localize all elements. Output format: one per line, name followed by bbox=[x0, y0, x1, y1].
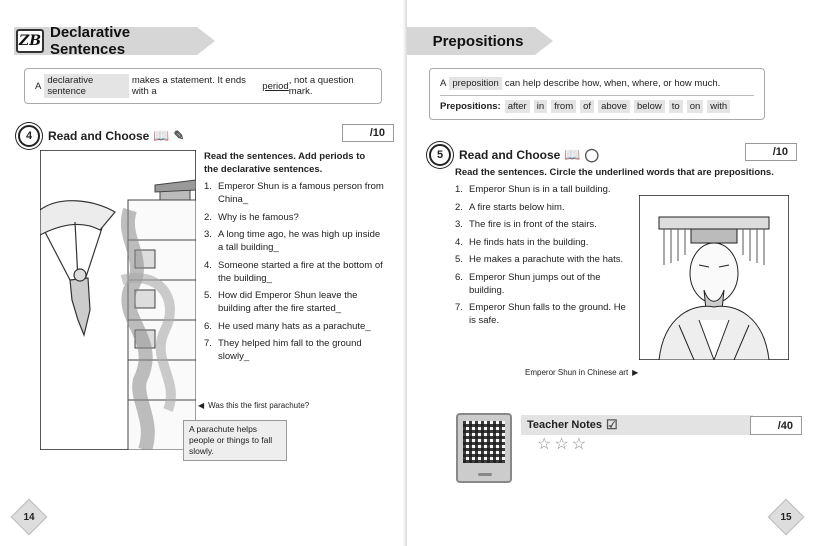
qr-phone[interactable] bbox=[456, 413, 512, 483]
star-icon[interactable]: ☆ bbox=[554, 436, 572, 453]
question-list bbox=[204, 180, 384, 368]
pointer-right-icon: ▶ bbox=[632, 368, 639, 377]
exercise-instruction: Read the sentences. Add periods to the declarative sentences. bbox=[204, 151, 366, 175]
page-title: Prepositions bbox=[432, 32, 524, 50]
page-number: 14 bbox=[12, 500, 46, 534]
list-item[interactable]: 5. He makes a parachute with the hats. bbox=[455, 254, 624, 265]
section-header-ribbon bbox=[407, 27, 535, 55]
word-chip: with bbox=[707, 100, 730, 113]
score-box[interactable]: /10 bbox=[745, 143, 797, 161]
phone-home-bar bbox=[478, 473, 492, 476]
list-item[interactable]: 7. Emperor Shun falls to the ground. He is safe. bbox=[455, 302, 626, 326]
list-item[interactable]: 6. Emperor Shun jumps out of the building. bbox=[455, 271, 601, 296]
list-item[interactable]: 3. A long time ago, he was high up inside a tall building_ bbox=[204, 229, 381, 253]
page-number: 15 bbox=[769, 500, 803, 534]
exercise-title: Read and Choose bbox=[459, 148, 561, 162]
definition-box: A preposition can help describe how, when, where, or how much. Prepositions: after in from of above below to on with bbox=[429, 68, 765, 120]
prepositions-label: Prepositions: bbox=[440, 101, 501, 112]
word-chip: below bbox=[634, 100, 665, 113]
exercise-number: 4 bbox=[18, 125, 40, 147]
left-page bbox=[0, 0, 406, 546]
definition-caption: A parachute helps people or things to fall slowly. bbox=[183, 420, 287, 461]
exercise-title: Read and Choose bbox=[48, 129, 150, 143]
score-box[interactable]: /10 bbox=[342, 124, 394, 142]
emperor-portrait-illustration bbox=[639, 195, 789, 360]
section-header-ribbon bbox=[14, 24, 197, 58]
book-icon: 📖 bbox=[153, 128, 170, 143]
exercise-header bbox=[429, 144, 599, 166]
fire-building-illustration bbox=[40, 150, 196, 450]
period-word: period bbox=[262, 80, 289, 92]
page-title: Declarative Sentences bbox=[50, 24, 131, 58]
star-icon[interactable]: ☆ bbox=[571, 436, 590, 453]
list-item[interactable]: 5. How did Emperor Shun leave the building after the fire started_ bbox=[204, 290, 358, 314]
word-chip: in bbox=[534, 100, 547, 113]
exercise-header bbox=[18, 125, 184, 147]
exercise-number: 5 bbox=[429, 144, 451, 166]
rating-stars[interactable] bbox=[537, 434, 589, 454]
term-highlight: preposition bbox=[449, 77, 501, 90]
definition-box: A declarative sentence makes a statement. It ends with a period , not a question mark. bbox=[24, 68, 382, 104]
list-item[interactable]: 2. A fire starts below him. bbox=[455, 201, 565, 213]
checkbox-pencil-icon: ☑ bbox=[606, 417, 618, 432]
word-chip: after bbox=[505, 100, 530, 113]
star-icon[interactable]: ☆ bbox=[537, 436, 555, 453]
right-page bbox=[407, 0, 813, 546]
pencil-lines-icon: ✎ bbox=[173, 128, 185, 143]
zb-logo: ZB bbox=[16, 29, 44, 53]
art-caption: Emperor Shun in Chinese art ▶ bbox=[525, 368, 639, 377]
word-chip: from bbox=[551, 100, 576, 113]
total-score-box[interactable]: /40 bbox=[750, 416, 802, 435]
list-item[interactable]: 2. Why is he famous? bbox=[204, 211, 299, 223]
term-highlight: declarative sentence bbox=[44, 74, 128, 98]
list-item[interactable]: 3. The fire is in front of the stairs. bbox=[455, 219, 597, 230]
list-item[interactable]: 4. He finds hats in the building. bbox=[455, 236, 589, 248]
list-item[interactable]: 7. They helped him fall to the ground slowly_ bbox=[204, 338, 362, 362]
question-list bbox=[455, 183, 635, 332]
word-chip: to bbox=[669, 100, 683, 113]
list-item[interactable]: 1. Emperor Shun is in a tall building. bbox=[455, 184, 611, 195]
exercise-instruction: Read the sentences. Circle the underlined words that are prepositions. bbox=[455, 167, 774, 178]
word-chip: of bbox=[580, 100, 594, 113]
word-chip: above bbox=[598, 100, 630, 113]
list-item[interactable]: 4. Someone started a fire at the bottom of the building_ bbox=[204, 259, 383, 284]
question-note: ◀ Was this the first parachute? bbox=[198, 401, 310, 410]
list-item[interactable]: 6. He used many hats as a parachute_ bbox=[204, 320, 371, 332]
pointer-left-icon: ◀ bbox=[198, 401, 205, 410]
word-chip: on bbox=[687, 100, 704, 113]
book-icon: 📖 bbox=[564, 147, 581, 162]
teacher-notes-bar: Teacher Notes ☑ bbox=[521, 415, 753, 435]
list-item[interactable]: 1. Emperor Shun is a famous person from China_ bbox=[204, 181, 384, 205]
circle-pencil-icon: ◯ bbox=[584, 147, 600, 162]
qr-code-icon[interactable] bbox=[463, 421, 505, 463]
